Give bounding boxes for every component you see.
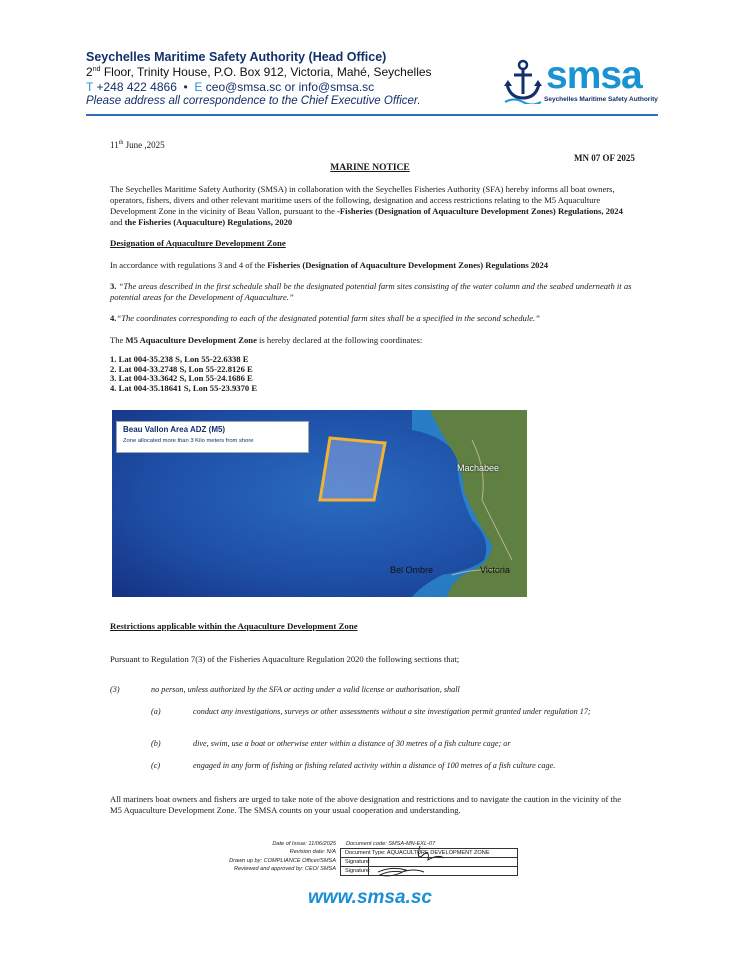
smsa-logo-tagline: Seychelles Maritime Safety Authority [544, 96, 658, 103]
coordinate-1: 1. Lat 004-35.238 S, Lon 55-22.6338 E [110, 354, 249, 364]
item-b-text: dive, swim, use a boat or otherwise enter within a distance of 30 metres of a fish culture cage; or [193, 739, 511, 748]
coordinate-3: 3. Lat 004-33.3642 S, Lon 55-24.1686 E [110, 373, 253, 383]
regulation-4-quote: 4.“The coordinates corresponding to each of the designated potential farm sites shall be a specified in the second schedule.” [110, 313, 540, 323]
drawn-up-by: Drawn up by: COMPLIANCE Officer/SMSA [229, 858, 336, 864]
place-label-bel-ombre: Bel Ombre [390, 565, 434, 575]
place-label-victoria: Victoria [480, 565, 510, 575]
item-b-label: (b) [151, 739, 161, 748]
item-a-label: (a) [151, 707, 161, 716]
signature-label-1: Signature: [345, 859, 371, 865]
regulation-3-quote: 3. “The areas described in the first schedule shall be the designated potential farm sites consisting of the water column and the seabed underneath it as potential areas for the Development of Aquaculture.” [110, 281, 632, 302]
email-prefix: E [194, 80, 203, 94]
contact-line [86, 80, 374, 94]
regulations-paragraph: In accordance with regulations 3 and 4 of the Fisheries (Designation of Aquaculture Development Zones) Regulations 2024 [110, 260, 549, 270]
document-code: Document code: SMSA-MN-EXL-07 [346, 841, 436, 847]
document-type: Document Type: AQUACULTURE DEVELOPMENT ZONE [345, 850, 490, 856]
date-of-issue: Date of Issue: 11/06/2025 [272, 841, 336, 847]
correspondence-note: Please address all correspondence to the Chief Executive Officer. [86, 95, 421, 107]
header-divider [86, 114, 658, 116]
place-label-machabee: Machabee [457, 463, 500, 473]
handwritten-signature [372, 842, 452, 882]
bullet-separator: • [183, 80, 188, 94]
map-area-title: Beau Vallon Area ADZ (M5) [123, 425, 226, 434]
coordinate-4: 4. Lat 004-35.18641 S, Lon 55-23.9370 E [110, 382, 258, 393]
declaration-paragraph: The M5 Aquaculture Development Zone is hereby declared at the following coordinates: [110, 335, 423, 345]
organization-name: Seychelles Maritime Safety Authority (Head Office) [86, 50, 387, 64]
phone-prefix: T [86, 80, 94, 94]
anchor-logo-icon [502, 58, 544, 104]
revision-date: Revision date: N/A [289, 849, 336, 855]
email-address: ceo@smsa.sc or info@smsa.sc [202, 80, 375, 94]
signature-label-2: Signature: [345, 868, 371, 874]
closing-paragraph: All mariners boat owners and fishers are urged to take note of the above designation and restrictions and to navigate the caution in the vicinity of the M5 Aquaculture Development Zone. The SMSA counts on your usual cooperation and understanding. [110, 794, 622, 815]
notice-number: MN 07 OF 2025 [574, 153, 635, 163]
organization-address: 2nd Floor, Trinity House, P.O. Box 912, Victoria, Mahé, Seychelles [86, 65, 432, 79]
item-a-text: conduct any investigations, surveys or other assessments without a site investigation permit granted under regulation 17; [193, 707, 591, 716]
reviewed-by: Reviewed and approved by: CEO/ SMSA [234, 866, 336, 872]
item-c-label: (c) [151, 761, 161, 770]
notice-date: 11th June ,2025 [110, 140, 165, 150]
map-area-note: Zone allocated more than 3 Kilo meters from shore [123, 438, 254, 444]
restrictions-intro: Pursuant to Regulation 7(3) of the Fisheries Aquaculture Regulation 2020 the following sections that; [110, 654, 460, 664]
website-url[interactable]: www.smsa.sc [308, 887, 432, 908]
restrictions-heading: Restrictions applicable within the Aquaculture Development Zone [110, 621, 358, 631]
section-3-label: (3) [110, 685, 120, 694]
item-c-text: engaged in any form of fishing or fishing related activity within a distance of 100 metres of a fish culture cage. [193, 761, 556, 770]
designation-heading: Designation of Aquaculture Development Zone [110, 238, 286, 248]
smsa-logo-wordmark: smsa [546, 54, 642, 97]
notice-title: MARINE NOTICE [330, 163, 410, 173]
section-3-text: no person, unless authorized by the SFA or acting under a valid license or authorisation, shall [151, 685, 460, 694]
phone-number: +248 422 4866 [93, 80, 177, 94]
coordinate-2: 2. Lat 004-33.2748 S, Lon 55-22.8126 E [110, 363, 253, 374]
intro-paragraph: The Seychelles Maritime Safety Authority (SMSA) in collaboration with the Seychelles Fisheries Authority (SFA) hereby informs all boat owners, operators, fishers, divers and other relevant maritime users of the following, designation and access restrictions relating to the M5 Aquaculture Development Zone in the vicinity of Beau Vallon, pursuant to the -Fisheries (Designation of Aquaculture Development Zones) Regulations, 2024 and the Fisheries (Aquaculture) Regulations, 2020 [110, 184, 623, 227]
map-legend-box [116, 421, 309, 453]
m5-zone-polygon [320, 438, 385, 500]
